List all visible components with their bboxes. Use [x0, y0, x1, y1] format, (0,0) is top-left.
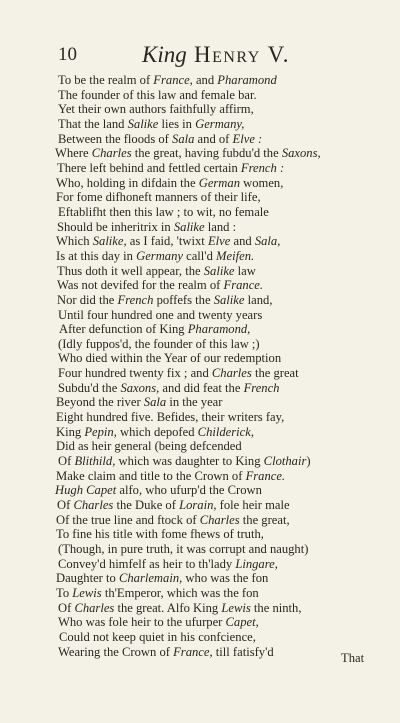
- verse-text-run: Eftablifht then this law ; to wit, no female: [58, 204, 269, 219]
- verse-text-run: the great: [251, 366, 299, 381]
- italic-name: Saxons,: [281, 146, 321, 161]
- italic-name: Saxons,: [120, 380, 160, 395]
- verse-text-run: in the year: [166, 395, 223, 410]
- verse-text-run: Did as heir general (being defcended: [56, 439, 242, 454]
- verse-text-run: Until four hundred one and twenty years: [58, 307, 263, 322]
- italic-name: Pharamond: [217, 73, 277, 87]
- verse-line: [0, 527, 400, 542]
- verse-text-run: land :: [204, 219, 237, 234]
- italic-name: Germany: [136, 248, 183, 263]
- verse-line: [0, 308, 400, 323]
- verse-text-run: and of: [194, 131, 233, 146]
- italic-name: Salike: [173, 219, 205, 234]
- verse-line: [0, 220, 400, 235]
- verse-text-run: the great,: [239, 512, 290, 527]
- italic-name: Pepin,: [84, 424, 117, 439]
- verse-text-run: Yet their own authors faithfully affirm,: [58, 102, 254, 117]
- italic-name: Salike: [127, 116, 159, 131]
- verse-line: [0, 322, 400, 337]
- italic-name: Meifen.: [216, 248, 255, 263]
- verse-line: [0, 571, 400, 586]
- verse-line: [0, 483, 400, 498]
- verse-text-run: Four hundred twenty fix ; and: [58, 366, 212, 381]
- italic-name: Charles: [74, 600, 115, 615]
- verse-text-run: the great, having fubdu'd the: [131, 146, 282, 161]
- italic-name: France.: [245, 468, 286, 483]
- verse-text-run: Of: [57, 498, 74, 513]
- page-header: [58, 42, 360, 66]
- italic-name: France,: [153, 73, 193, 87]
- italic-name: Charles: [91, 146, 132, 161]
- verse-line: [0, 88, 400, 103]
- verse-text-run: Subdu'd the: [58, 380, 121, 395]
- verse-line: [0, 381, 400, 396]
- verse-line: [0, 513, 400, 528]
- italic-name: Elve :: [232, 131, 263, 146]
- verse-text-run: lies in: [158, 116, 196, 131]
- verse-line: [0, 249, 400, 264]
- italic-name: Elve: [207, 234, 231, 249]
- verse-line: [0, 132, 400, 147]
- italic-name: Sala,: [254, 234, 281, 249]
- verse-line: [0, 454, 400, 469]
- verse-line: [0, 410, 400, 425]
- verse-text-run: To be the realm of: [58, 73, 154, 87]
- verse-text-run: land,: [244, 292, 273, 307]
- italic-name: Charles: [73, 498, 114, 513]
- verse-text-run: Of: [58, 454, 75, 469]
- italic-name: Clothair: [263, 454, 307, 469]
- page-number: 10: [58, 44, 77, 65]
- verse-text-run: which depofed: [116, 424, 198, 439]
- verse-line: [0, 176, 400, 191]
- verse-text-run: till fatisfy'd: [212, 644, 274, 659]
- verse-text-run: as I faid, 'twixt: [126, 234, 208, 249]
- verse-text-run: Is at this day in: [56, 248, 137, 263]
- verse-text-run: and did feat the: [159, 380, 244, 395]
- verse-text: [0, 73, 400, 659]
- italic-name: Germany,: [195, 116, 245, 131]
- verse-text-run: Who died within the Year of our redemption: [58, 351, 282, 366]
- verse-text-run: Eight hundred five. Befides, their writers fay,: [56, 410, 285, 425]
- verse-line: [0, 73, 400, 88]
- verse-line: [0, 351, 400, 366]
- verse-line: [0, 645, 400, 660]
- italic-name: Lewis: [72, 585, 102, 600]
- verse-text-run: After defunction of King: [59, 322, 188, 337]
- italic-name: German: [198, 175, 240, 190]
- verse-text-run: call'd: [182, 248, 217, 263]
- verse-text-run: Thus doth it well appear, the: [57, 263, 204, 278]
- verse-line: [0, 586, 400, 601]
- italic-name: Pharamond,: [187, 322, 251, 337]
- verse-text-run: Who, holding in difdain the: [56, 175, 199, 190]
- verse-text-run: That the land: [58, 116, 128, 131]
- verse-text-run: ): [306, 454, 311, 469]
- verse-text-run: th'Emperor, which was the fon: [101, 585, 259, 600]
- italic-name: France.: [223, 278, 264, 293]
- verse-line: [0, 102, 400, 117]
- italic-name: Charlemain,: [118, 571, 183, 586]
- verse-line: [0, 439, 400, 454]
- verse-text-run: fole heir male: [216, 498, 290, 513]
- verse-text-run: and: [192, 73, 218, 87]
- italic-name: Hugh Capet: [55, 483, 117, 498]
- verse-text-run: alfo, who ufurp'd the Crown: [116, 483, 262, 498]
- verse-text-run: Wearing the Crown of: [58, 644, 174, 659]
- verse-text-run: poffefs the: [153, 292, 214, 307]
- italic-name: Charles: [199, 512, 240, 527]
- verse-text-run: To fine his title with fome fhews of truth,: [56, 527, 264, 542]
- verse-line: [0, 293, 400, 308]
- verse-text-run: The founder of this law and female bar.: [58, 87, 257, 102]
- verse-text-run: the great. Alfo King: [114, 600, 222, 615]
- verse-text-run: (Though, in pure truth, it was corrupt and naught): [58, 542, 309, 556]
- verse-line: [0, 146, 400, 161]
- catchword: That: [341, 651, 365, 665]
- verse-line: [0, 601, 400, 616]
- verse-line: [0, 425, 400, 440]
- verse-text-run: and: [230, 234, 255, 249]
- verse-line: [0, 615, 400, 630]
- verse-text-run: Daughter to: [56, 571, 119, 586]
- verse-line: [0, 234, 400, 249]
- verse-text-run: King: [56, 424, 85, 439]
- verse-line: [0, 190, 400, 205]
- verse-line: [0, 630, 400, 645]
- verse-text-run: Who was fole heir to the ufurper: [58, 615, 226, 630]
- verse-line: [0, 498, 400, 513]
- italic-name: Blithild,: [74, 454, 116, 469]
- verse-text-run: To: [56, 585, 73, 600]
- verse-text-run: Where: [55, 146, 92, 161]
- italic-name: French :: [240, 160, 285, 175]
- verse-line: [0, 205, 400, 220]
- italic-name: Lewis: [221, 600, 251, 615]
- verse-text-run: which was daughter to King: [115, 454, 264, 469]
- verse-text-run: law: [234, 263, 256, 278]
- verse-line: [0, 264, 400, 279]
- verse-line: [0, 366, 400, 381]
- italic-name: French: [243, 380, 280, 395]
- italic-name: Salike: [213, 292, 245, 307]
- italic-name: French: [117, 292, 154, 307]
- running-title-italic: King: [142, 42, 187, 67]
- verse-line: [0, 337, 400, 352]
- italic-name: France,: [173, 644, 213, 659]
- verse-text-run: Of the true line and ftock of: [56, 512, 200, 527]
- verse-line: [0, 395, 400, 410]
- italic-name: Capet,: [225, 615, 259, 630]
- verse-text-run: Which: [56, 234, 93, 249]
- verse-text-run: Was not devifed for the realm of: [57, 278, 224, 293]
- verse-text-run: the ninth,: [250, 600, 302, 615]
- italic-name: Salike: [203, 263, 235, 278]
- italic-name: Childerick,: [197, 424, 254, 439]
- verse-text-run: For fome difhoneft manners of their life,: [56, 190, 261, 205]
- verse-line: [0, 469, 400, 484]
- verse-text-run: Between the floods of: [58, 131, 173, 146]
- verse-text-run: (Idly fuppos'd, the founder of this law ;): [58, 336, 260, 351]
- verse-line: [0, 117, 400, 132]
- italic-name: Salike,: [92, 234, 127, 249]
- verse-text-run: the Duke of: [113, 498, 180, 513]
- italic-name: Charles: [211, 366, 252, 381]
- italic-name: Sala: [143, 395, 167, 410]
- verse-text-run: There left behind and fettled certain: [57, 160, 241, 175]
- verse-text-run: Beyond the river: [56, 395, 144, 410]
- verse-text-run: Could not keep quiet in his confcience,: [59, 629, 256, 644]
- verse-text-run: Nor did the: [57, 292, 118, 307]
- verse-text-run: Convey'd himfelf as heir to th'lady: [58, 556, 236, 571]
- verse-line: [0, 278, 400, 293]
- verse-text-run: Should be inheritrix in: [57, 219, 174, 234]
- running-title: [142, 42, 290, 68]
- verse-line: [0, 557, 400, 572]
- verse-text-run: Make claim and title to the Crown of: [56, 468, 246, 483]
- italic-name: Sala: [172, 131, 195, 146]
- italic-name: Lorain,: [179, 498, 217, 513]
- running-title-rest: Henry V.: [193, 42, 290, 67]
- verse-text-run: women,: [240, 175, 284, 190]
- verse-text-run: who was the fon: [182, 571, 269, 586]
- italic-name: Lingare,: [235, 556, 278, 571]
- verse-text-run: Of: [58, 600, 75, 615]
- verse-line: [0, 161, 400, 176]
- verse-line: [0, 542, 400, 557]
